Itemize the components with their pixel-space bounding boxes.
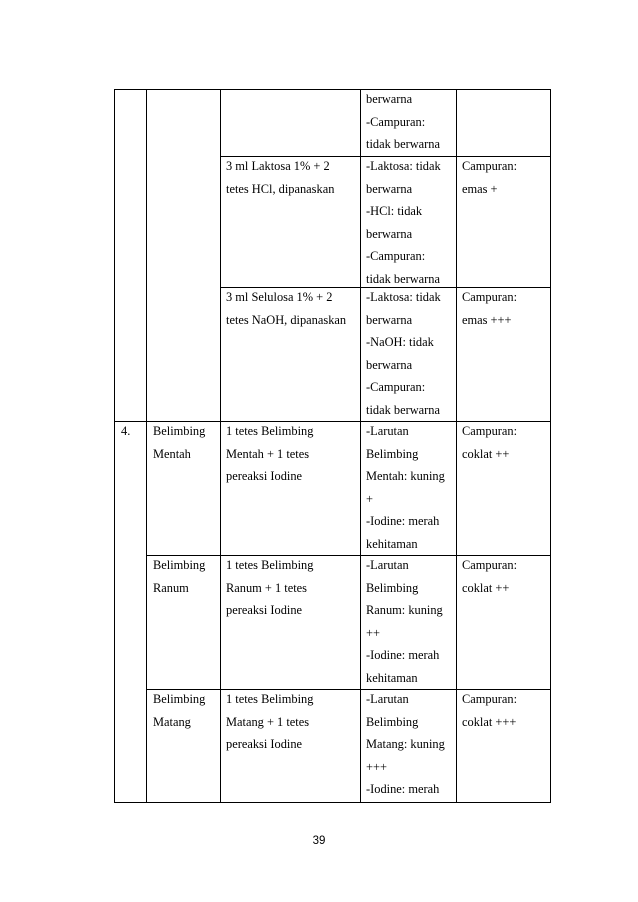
table-cell-line: Campuran: <box>462 424 518 438</box>
table-cell-line: Matang: kuning <box>366 737 445 752</box>
table-cell-line: Belimbing <box>366 714 419 729</box>
table-cell-line: Campuran: <box>462 692 518 706</box>
table-cell-line: 1 tetes Belimbing <box>226 424 314 438</box>
table-cell-line: 3 ml Selulosa 1% + 2 <box>226 290 333 304</box>
table-cell-line: -Campuran: <box>366 380 426 395</box>
table-cell-line: pereaksi Iodine <box>226 603 303 618</box>
table-cell-line: berwarna <box>366 92 413 106</box>
table-cell-line: berwarna <box>366 357 413 372</box>
table-cell-line: berwarna <box>366 181 413 196</box>
table-cell-line: pereaksi Iodine <box>226 469 303 484</box>
table-cell-line: -HCl: tidak <box>366 204 423 219</box>
table-cell-line: 1 tetes Belimbing <box>226 558 314 572</box>
table-cell-line: Ranum: kuning <box>366 603 443 618</box>
table-cell-line: emas +++ <box>462 312 512 327</box>
table-cell-line: Belimbing <box>153 692 206 706</box>
table-cell-line: Mentah + 1 tetes <box>226 446 310 461</box>
table-cell-line: Belimbing <box>153 558 206 572</box>
table-cell-line: -NaOH: tidak <box>366 335 434 350</box>
table-cell-line: Mentah: kuning <box>366 469 445 484</box>
table-cell-line: -Laktosa: tidak <box>366 290 441 304</box>
table-cell-line: tetes HCl, dipanaskan <box>226 181 335 196</box>
table-cell-line: Matang + 1 tetes <box>226 714 310 729</box>
table-cell-line: tidak berwarna <box>366 403 440 417</box>
table-cell-line: -Iodine: merah <box>366 648 440 663</box>
table-cell-line: -Larutan <box>366 692 409 706</box>
table-cell-line: Campuran: <box>462 290 518 304</box>
table-cell-line: Campuran: <box>462 159 518 173</box>
table-cell-line: 3 ml Laktosa 1% + 2 <box>226 159 330 173</box>
table-cell-line: Mentah <box>153 446 191 461</box>
table-cell-line: -Iodine: merah <box>366 514 440 529</box>
table-cell-line: berwarna <box>366 226 413 241</box>
table-cell-line: pereaksi Iodine <box>226 737 303 752</box>
table-cell-line: Matang <box>153 714 191 729</box>
table-cell-line: tetes NaOH, dipanaskan <box>226 312 347 327</box>
table-cell-line: Belimbing <box>366 446 419 461</box>
page-number: 39 <box>312 835 326 847</box>
table-cell-line: kehitaman <box>366 671 418 685</box>
table-cell-line: -Campuran: <box>366 114 426 129</box>
table-cell-line: emas + <box>462 181 498 196</box>
table-cell-line: -Campuran: <box>366 249 426 264</box>
table-cell-line: -Laktosa: tidak <box>366 159 441 173</box>
table-cell-line: Belimbing <box>153 424 206 438</box>
table-cell-line: Campuran: <box>462 558 518 572</box>
table-cell-line: -Iodine: merah <box>366 782 440 797</box>
table-cell-line: berwarna <box>366 312 413 327</box>
table-cell-line: Ranum <box>153 580 189 595</box>
table-cell-line: coklat +++ <box>462 714 517 729</box>
table-cell-line: coklat ++ <box>462 446 510 461</box>
table-cell-line: Belimbing <box>366 580 419 595</box>
table-cell-line: tidak berwarna <box>366 272 440 286</box>
table-cell-line: Ranum + 1 tetes <box>226 580 307 595</box>
table-cell-line: +++ <box>366 759 387 774</box>
table-cell-line: -Larutan <box>366 424 409 438</box>
table-cell-line: coklat ++ <box>462 580 510 595</box>
table-cell-line: kehitaman <box>366 537 418 551</box>
table-cell-line: ++ <box>366 625 380 640</box>
table-cell-line: + <box>366 491 373 506</box>
table-cell-line: 1 tetes Belimbing <box>226 692 314 706</box>
table-cell-line: 4. <box>121 424 131 438</box>
table-cell-line: tidak berwarna <box>366 137 440 152</box>
table-cell-line: -Larutan <box>366 558 409 572</box>
